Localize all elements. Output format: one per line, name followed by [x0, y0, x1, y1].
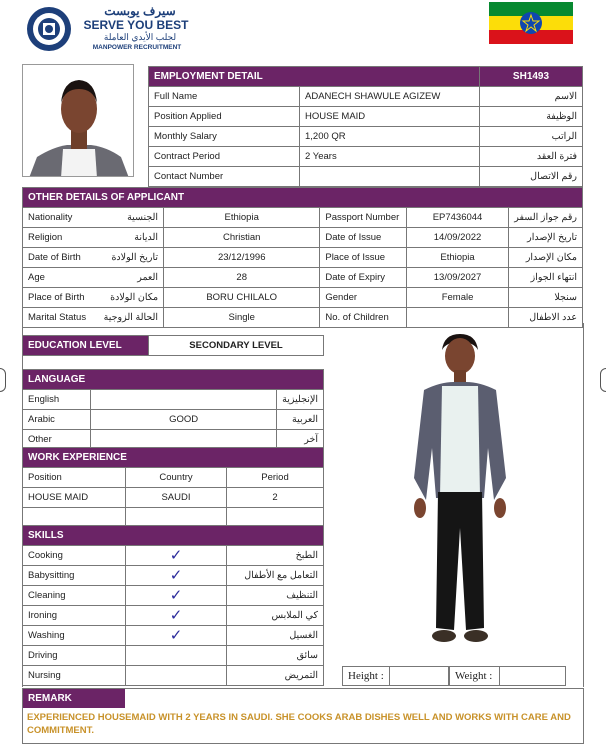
field-label: Full Name — [149, 87, 300, 107]
table-row — [23, 546, 324, 566]
table-row — [23, 248, 583, 268]
table-row — [23, 646, 324, 666]
field-label-arabic: تاريخ الولادة — [99, 248, 164, 268]
full-name-value: ADANECH SHAWULE AGIZEW — [300, 87, 480, 107]
field-value: 14/09/2022 — [406, 228, 508, 248]
language-level — [91, 390, 277, 410]
field-label: Date of Issue — [320, 228, 407, 248]
field-label-arabic: فترة العقد — [480, 147, 583, 167]
skill-label-arabic: التنظيف — [227, 586, 324, 606]
logo-mark-icon — [22, 4, 80, 54]
skill-label: Washing — [23, 626, 126, 646]
table-row — [149, 127, 583, 147]
field-label-arabic: الوظيفة — [480, 107, 583, 127]
skill-label: Cleaning — [23, 586, 126, 606]
field-label-arabic: سنجلا — [509, 288, 583, 308]
field-value: 23/12/1996 — [164, 248, 320, 268]
company-logo — [22, 4, 192, 54]
skill-label-arabic: الطبخ — [227, 546, 324, 566]
table-row — [149, 167, 583, 187]
height-label: Height : — [348, 670, 384, 682]
language-label: English — [23, 390, 91, 410]
table-row — [23, 390, 324, 410]
field-label: Place of Birth — [23, 288, 99, 308]
language-title: LANGUAGE — [23, 370, 324, 390]
height-box — [342, 666, 449, 686]
reference-code: SH1493 — [480, 67, 583, 87]
table-row — [23, 228, 583, 248]
language-level: GOOD — [91, 410, 277, 430]
skill-label-arabic: الغسيل — [227, 626, 324, 646]
height-value — [389, 667, 449, 685]
field-label: Date of Expiry — [320, 268, 407, 288]
logo-subtitle: MANPOWER RECRUITMENT — [92, 44, 182, 51]
right-scroll-handle[interactable] — [600, 368, 606, 392]
other-details-title: OTHER DETAILS OF APPLICANT — [23, 188, 583, 208]
table-row — [23, 488, 324, 508]
left-scroll-handle[interactable] — [0, 368, 6, 392]
column-header: Country — [126, 468, 227, 488]
field-label-arabic: مكان الولادة — [99, 288, 164, 308]
skill-label: Ironing — [23, 606, 126, 626]
skill-label-arabic: سائق — [227, 646, 324, 666]
table-row — [149, 87, 583, 107]
field-value: BORU CHILALO — [164, 288, 320, 308]
field-label-arabic: الاسم — [480, 87, 583, 107]
education-value: SECONDARY LEVEL — [149, 336, 324, 356]
field-label: Place of Issue — [320, 248, 407, 268]
field-label-arabic: تاريخ الإصدار — [509, 228, 583, 248]
field-value: Single — [164, 308, 320, 328]
language-label: Arabic — [23, 410, 91, 430]
table-row — [23, 208, 583, 228]
logo-arabic-subtitle: لجلب الأيدي العاملة — [103, 32, 177, 42]
table-row — [23, 410, 324, 430]
work-position: HOUSE MAID — [23, 488, 126, 508]
table-row — [23, 268, 583, 288]
table-row — [23, 288, 583, 308]
field-label-arabic: عدد الاطفال — [509, 308, 583, 328]
portrait-photo — [22, 64, 134, 177]
field-label-arabic: رقم الاتصال — [480, 167, 583, 187]
field-label-arabic: رقم جواز السفر — [509, 208, 583, 228]
field-label-arabic: الديانة — [99, 228, 164, 248]
table-row — [23, 666, 324, 686]
table-row — [149, 147, 583, 167]
logo-arabic-name: سيرف يوبست — [104, 4, 176, 18]
checkmark-icon: ✓ — [126, 546, 227, 566]
table-row — [23, 626, 324, 646]
field-value: Christian — [164, 228, 320, 248]
weight-value — [499, 667, 566, 685]
field-label: No. of Children — [320, 308, 407, 328]
language-label: Other — [23, 430, 91, 450]
contract-value: 2 Years — [300, 147, 480, 167]
table-row — [149, 107, 583, 127]
language-label-arabic: العربية — [277, 410, 324, 430]
work-experience-table — [22, 447, 324, 528]
field-value: 13/09/2027 — [406, 268, 508, 288]
employment-detail-table — [148, 66, 583, 187]
language-table — [22, 369, 324, 450]
language-label-arabic: الإنجليزية — [277, 390, 324, 410]
work-country: SAUDI — [126, 488, 227, 508]
field-label-arabic: العمر — [99, 268, 164, 288]
field-value: Ethiopia — [164, 208, 320, 228]
weight-box — [449, 666, 566, 686]
skills-table — [22, 525, 324, 686]
table-row — [23, 586, 324, 606]
field-label-arabic: الراتب — [480, 127, 583, 147]
field-label: Passport Number — [320, 208, 407, 228]
checkmark-icon — [126, 646, 227, 666]
field-label: Marital Status — [23, 308, 99, 328]
field-label-arabic: انتهاء الجواز — [509, 268, 583, 288]
ethiopia-flag-icon — [489, 2, 573, 44]
table-row — [23, 606, 324, 626]
skill-label-arabic: التمريض — [227, 666, 324, 686]
skills-title: SKILLS — [23, 526, 324, 546]
language-label-arabic: آخر — [277, 430, 324, 450]
field-label-arabic: الحالة الزوجية — [99, 308, 164, 328]
field-label: Religion — [23, 228, 99, 248]
work-experience-title: WORK EXPERIENCE — [23, 448, 324, 468]
field-value: Ethiopia — [406, 248, 508, 268]
field-value: 28 — [164, 268, 320, 288]
skill-label-arabic: كي الملابس — [227, 606, 324, 626]
skill-label: Babysitting — [23, 566, 126, 586]
skill-label: Nursing — [23, 666, 126, 686]
checkmark-icon: ✓ — [126, 566, 227, 586]
column-header: Period — [227, 468, 324, 488]
table-row — [23, 566, 324, 586]
remark-title: REMARK — [23, 689, 125, 708]
checkmark-icon: ✓ — [126, 606, 227, 626]
field-label: Age — [23, 268, 99, 288]
position-value: HOUSE MAID — [300, 107, 480, 127]
column-header: Position — [23, 468, 126, 488]
field-label: Monthly Salary — [149, 127, 300, 147]
salary-value: 1,200 QR — [300, 127, 480, 147]
education-title: EDUCATION LEVEL — [23, 336, 149, 356]
field-value: Female — [406, 288, 508, 308]
checkmark-icon: ✓ — [126, 586, 227, 606]
table-row — [23, 468, 324, 488]
contact-value — [300, 167, 480, 187]
field-label: Date of Birth — [23, 248, 99, 268]
field-label-arabic: مكان الإصدار — [509, 248, 583, 268]
field-label: Contact Number — [149, 167, 300, 187]
checkmark-icon — [126, 666, 227, 686]
weight-label: Weight : — [455, 670, 493, 682]
skill-label-arabic: التعامل مع الأطفال — [227, 566, 324, 586]
remark-text: EXPERIENCED HOUSEMAID WITH 2 YEARS IN SAUDI. SHE COOKS ARAB DISHES WELL AND WORKS WITH CARE AND COMMITMENT. — [27, 712, 571, 736]
full-body-photo — [380, 328, 530, 658]
logo-title: SERVE YOU BEST — [83, 18, 189, 32]
work-period: 2 — [227, 488, 324, 508]
skill-label: Cooking — [23, 546, 126, 566]
field-label: Contract Period — [149, 147, 300, 167]
field-label: Gender — [320, 288, 407, 308]
field-value: EP7436044 — [406, 208, 508, 228]
field-label-arabic: الجنسية — [99, 208, 164, 228]
remark-section — [22, 688, 584, 744]
field-label: Position Applied — [149, 107, 300, 127]
checkmark-icon: ✓ — [126, 626, 227, 646]
field-label: Nationality — [23, 208, 99, 228]
employment-detail-title: EMPLOYMENT DETAIL — [149, 67, 480, 87]
education-table — [22, 335, 324, 356]
skill-label: Driving — [23, 646, 126, 666]
other-details-table — [22, 187, 583, 328]
